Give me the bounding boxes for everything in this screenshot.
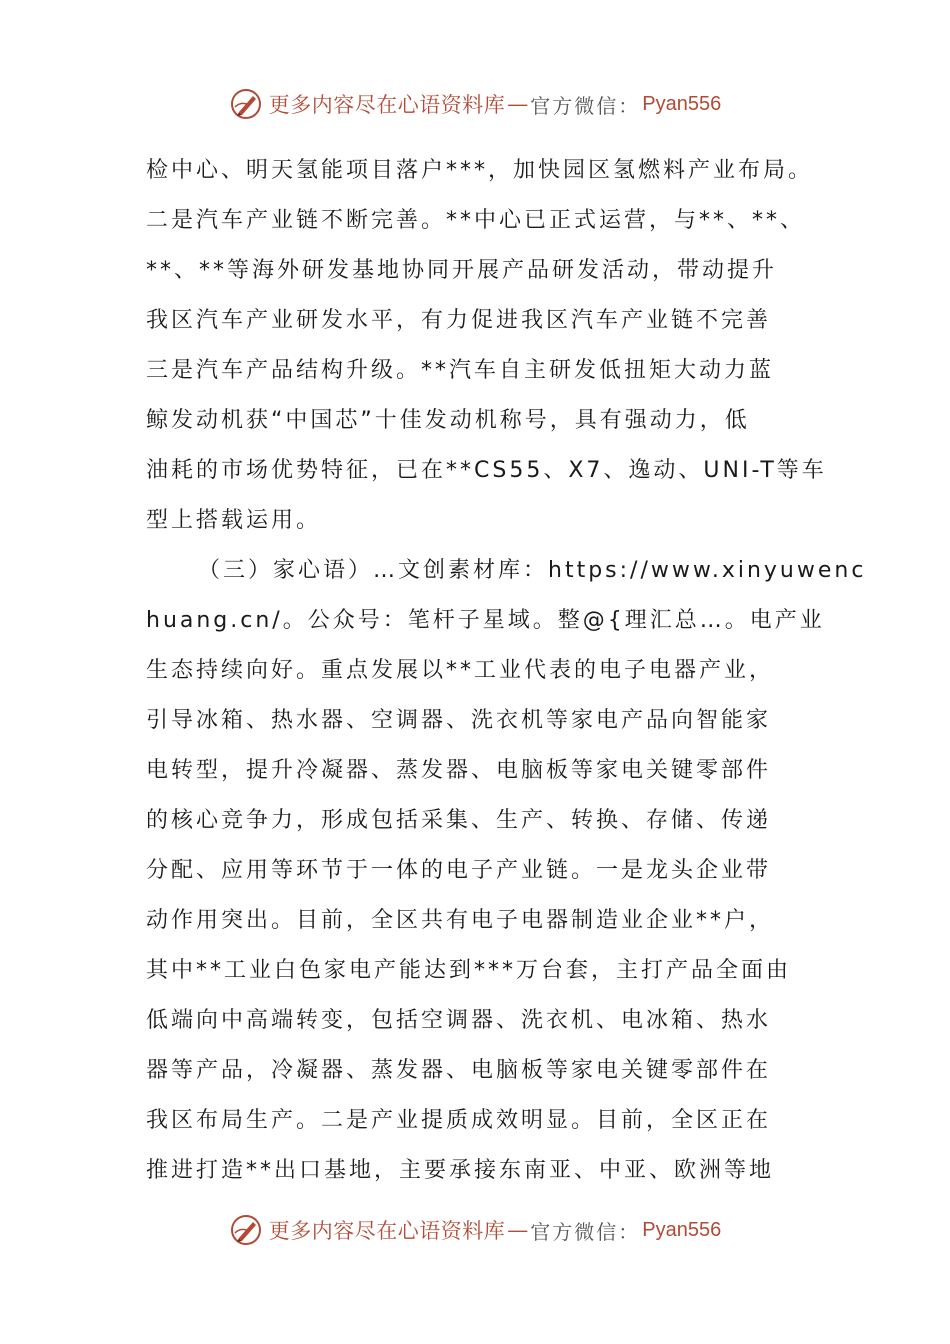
body-line: 的核心竞争力，形成包括采集、生产、转换、存储、传递 xyxy=(146,808,772,833)
pen-logo-icon xyxy=(229,87,263,121)
document-body xyxy=(146,146,867,1196)
body-line: 器等产品，冷凝器、蒸发器、电脑板等家电关键零部件在 xyxy=(146,1058,772,1083)
body-line: 低端向中高端转变，包括空调器、洗衣机、电冰箱、热水 xyxy=(146,1008,772,1033)
body-line: 电转型，提升冷凝器、蒸发器、电脑板等家电关键零部件 xyxy=(146,758,772,783)
section-heading-line: （三）家心语）…文创素材库：https://www.xinyuwenc xyxy=(198,558,867,583)
pen-logo-icon xyxy=(229,1213,263,1247)
header-dash: — xyxy=(507,92,529,116)
body-line: 我区汽车产业研发水平，有力促进我区汽车产业链不完善 xyxy=(146,308,772,333)
footer-brand-text: 更多内容尽在心语资料库 xyxy=(268,1219,506,1243)
body-line: 推进打造**出口基地，主要承接东南亚、中亚、欧洲等地 xyxy=(146,1158,775,1183)
header-banner xyxy=(0,84,950,124)
body-line: 三是汽车产品结构升级。**汽车自主研发低扭矩大动力蓝 xyxy=(146,358,775,383)
body-line: 检中心、明天氢能项目落户***，加快园区氢燃料产业布局。 xyxy=(146,158,814,183)
body-line: 我区布局生产。二是产业提质成效明显。目前，全区正在 xyxy=(146,1108,772,1133)
body-line: 其中**工业白色家电产能达到***万台套，主打产品全面由 xyxy=(146,958,792,983)
header-wechat-id: Pyan556 xyxy=(642,92,722,115)
body-line: 型上搭载运用。 xyxy=(146,508,322,533)
body-line: 分配、应用等环节于一体的电子产业链。一是龙头企业带 xyxy=(146,858,772,883)
footer-banner xyxy=(0,1210,950,1250)
body-line: 二是汽车产业链不断完善。**中心已正式运营，与**、**、 xyxy=(146,208,806,233)
body-line: 生态持续向好。重点发展以**工业代表的电子电器产业， xyxy=(146,658,775,683)
footer-wechat-id: Pyan556 xyxy=(642,1218,722,1241)
footer-dash: — xyxy=(507,1218,529,1242)
body-line: 引导冰箱、热水器、空调器、洗衣机等家电产品向智能家 xyxy=(146,708,772,733)
body-line: huang.cn/。公众号：笔杆子星域。整@{理汇总…。电产业 xyxy=(146,608,825,633)
footer-wechat-label: 官方微信： xyxy=(530,1219,641,1244)
body-line: 鲸发动机获“中国芯”十佳发动机称号，具有强动力，低 xyxy=(146,408,750,433)
body-line: 动作用突出。目前，全区共有电子电器制造业企业**户， xyxy=(146,908,775,933)
header-brand-text: 更多内容尽在心语资料库 xyxy=(268,93,506,117)
body-line: 油耗的市场优势特征，已在**CS55、X7、逸动、UNI-T等车 xyxy=(146,458,827,483)
header-wechat-label: 官方微信： xyxy=(530,93,641,118)
body-line: **、**等海外研发基地协同开展产品研发活动，带动提升 xyxy=(146,258,778,283)
